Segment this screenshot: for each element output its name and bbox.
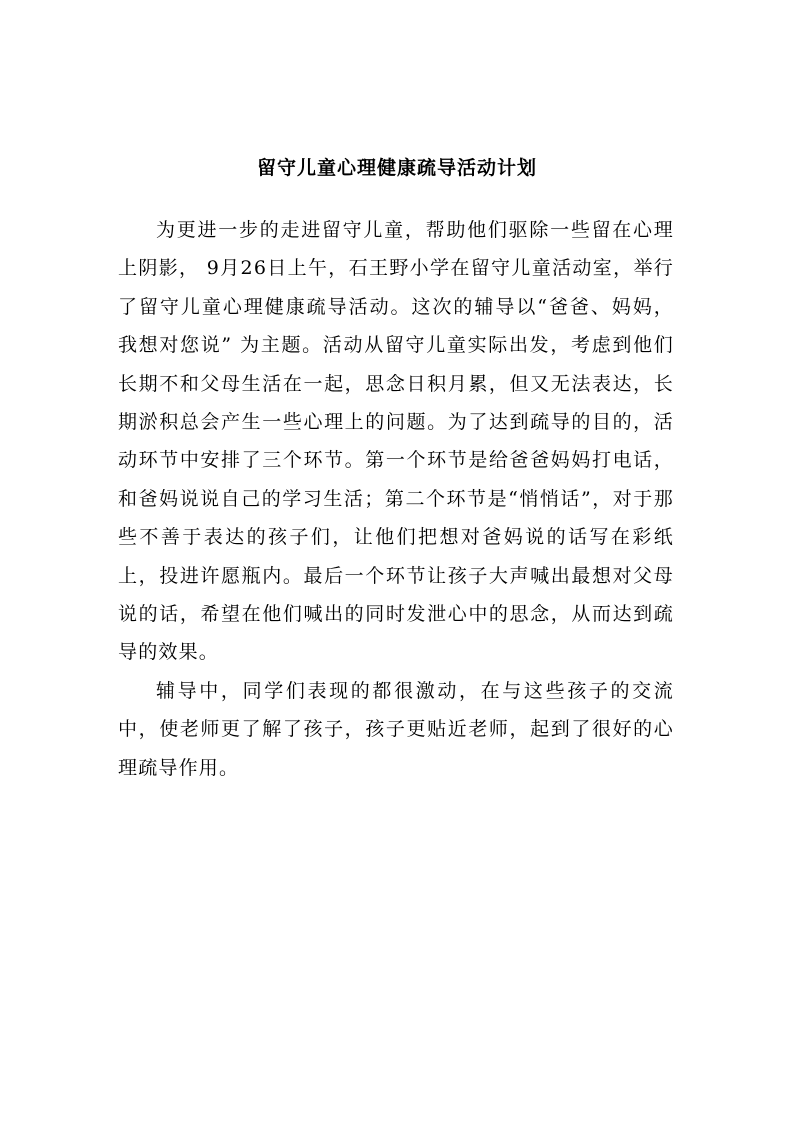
- body-paragraph-2: 辅导中，同学们表现的都很激动，在与这些孩子的交流中，使老师更了解了孩子，孩子更贴近老师，起到了很好的心理疏导作用。: [118, 679, 674, 779]
- body-paragraph-1: 为更进一步的走进留守儿童，帮助他们驱除一些留在心理上阴影， 9月26日上午，石王野小学在留守儿童活动室，举行了留守儿童心理健康疏导活动。这次的辅导以“爸爸、妈妈，我想对您说” 为主题。活动从留守儿童实际出发，考虑到他们长期不和父母生活在一起，思念日积月累，但又无法表达，长期淤积总会产生一些心理上的问题。为了达到疏导的目的，活动环节中安排了三个环节。第一个环节是给爸爸妈妈打电话，和爸妈说说自己的学习生活；第二个环节是“悄悄话”，对于那些不善于表达的孩子们，让他们把想对爸妈说的话写在彩纸上，投进许愿瓶内。最后一个环节让孩子大声喊出最想对父母说的话，希望在他们喊出的同时发泄心中的思念，从而达到疏导的效果。: [118, 219, 674, 664]
- document-body: [118, 211, 674, 787]
- document-title: 留守儿童心理健康疏导活动计划: [256, 157, 537, 179]
